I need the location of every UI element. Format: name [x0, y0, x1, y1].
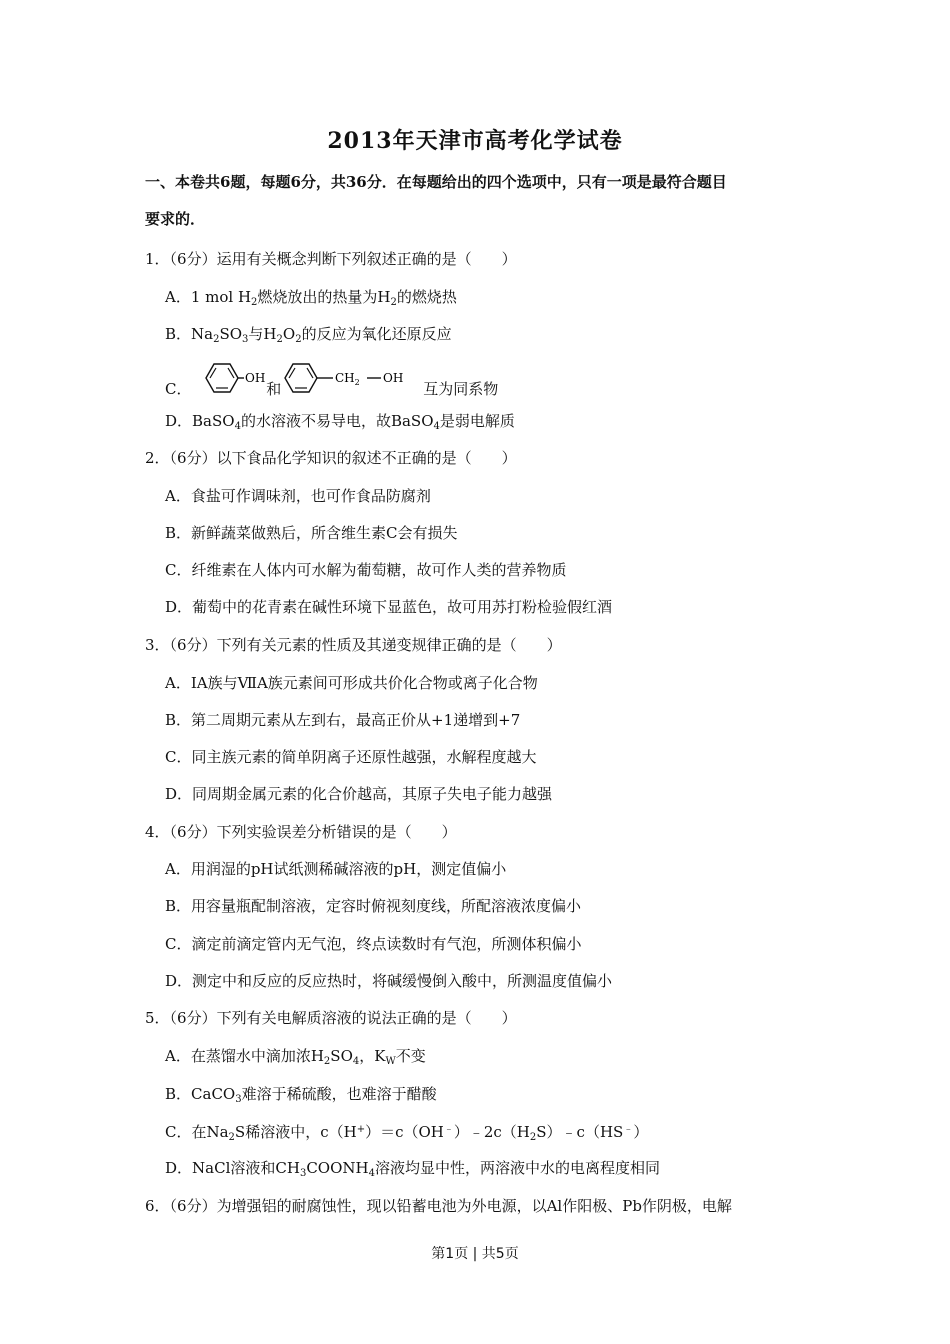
question-4-option-c: C．滴定前滴定管内无气泡，终点读数时有气泡，所测体积偏小	[165, 935, 582, 953]
ch2-label: $CH_2$	[335, 371, 361, 387]
question-5-option-a: A．在蒸馏水中滴加浓$H_2SO_4$，$K_W$不变	[165, 1047, 426, 1067]
question-3-stem: 3．（6分）下列有关元素的性质及其递变规律正确的是（ ）	[145, 636, 562, 654]
question-2-stem: 2．（6分）以下食品化学知识的叙述不正确的是（ ）	[145, 449, 517, 467]
question-1-option-d: D．BaSO$_4$的水溶液不易导电，故BaSO$_4$是弱电解质	[165, 412, 515, 432]
question-2-option-c: C．纤维素在人体内可水解为葡萄糖，故可作人类的营养物质	[165, 561, 567, 579]
question-1-option-a: A．1 mol $H_2$燃烧放出的热量为$H_2$的燃烧热	[165, 288, 457, 308]
question-3-option-c: C．同主族元素的简单阴离子还原性越强，水解程度越大	[165, 748, 537, 766]
phenol-oh-label: OH	[245, 371, 266, 385]
benzyl-alcohol-structure-icon	[281, 358, 423, 398]
question-4-option-b: B．用容量瓶配制溶液，定容时俯视刻度线，所配溶液浓度偏小	[165, 897, 582, 915]
question-2-option-d: D．葡萄中的花青素在碱性环境下显蓝色，故可用苏打粉检验假红酒	[165, 598, 613, 616]
benzyl-oh-label: OH	[383, 371, 404, 385]
question-5-option-b: B．CaCO$_3$难溶于稀硫酸，也难溶于醋酸	[165, 1085, 437, 1105]
page-title: 2013年天津市高考化学试卷	[327, 128, 623, 154]
question-3-option-a: A．ⅠA族与ⅦA族元素间可形成共价化合物或离子化合物	[165, 674, 538, 692]
question-2-option-b: B．新鲜蔬菜做熟后，所含维生素C会有损失	[165, 524, 458, 542]
section-line-2: 要求的．	[145, 210, 206, 228]
section-instructions	[145, 164, 825, 238]
question-5-stem: 5．（6分）下列有关电解质溶液的说法正确的是（ ）	[145, 1009, 517, 1027]
question-4-stem: 4．（6分）下列实验误差分析错误的是（ ）	[145, 823, 457, 841]
question-4-option-d: D．测定中和反应的反应热时，将碱缓慢倒入酸中，所测温度值偏小	[165, 972, 613, 990]
question-1-stem: 1．（6分）运用有关概念判断下列叙述正确的是（ ）	[145, 250, 517, 268]
question-6-stem: 6．（6分）为增强铝的耐腐蚀性，现以铅蓄电池为外电源，以Al作阳极、Pb作阴极，电解	[145, 1197, 732, 1215]
section-line-1: 一、本卷共6题，每题6分，共36分．在每题给出的四个选项中，只有一项是最符合题目	[145, 173, 727, 191]
question-1-option-c: C． OH 和 $CH_2$ OH 互为同系物	[165, 358, 498, 399]
question-1-option-b: B．$Na_2SO_3$与$H_2O_2$的反应为氧化还原反应	[165, 325, 452, 345]
question-5-option-c: C．在$Na_2S$稀溶液中，$c(H^+)=c(OH^﹣)﹣2c(H_2S)﹣c(HS^﹣)$	[165, 1123, 649, 1143]
question-5-option-d: D．NaCl溶液和$CH_3COONH_4$溶液均显中性，两溶液中水的电离程度相同	[165, 1159, 660, 1179]
question-4-option-a: A．用润湿的pH试纸测稀碱溶液的pH，测定值偏小	[165, 860, 507, 878]
phenol-structure-icon	[196, 358, 266, 398]
question-3-option-b: B．第二周期元素从左到右，最高正价从+1递增到+7	[165, 711, 521, 729]
question-3-option-d: D．同周期金属元素的化合价越高，其原子失电子能力越强	[165, 785, 553, 803]
page-footer: 第1页 | 共5页	[431, 1246, 519, 1262]
question-2-option-a: A．食盐可作调味剂，也可作食品防腐剂	[165, 487, 431, 505]
